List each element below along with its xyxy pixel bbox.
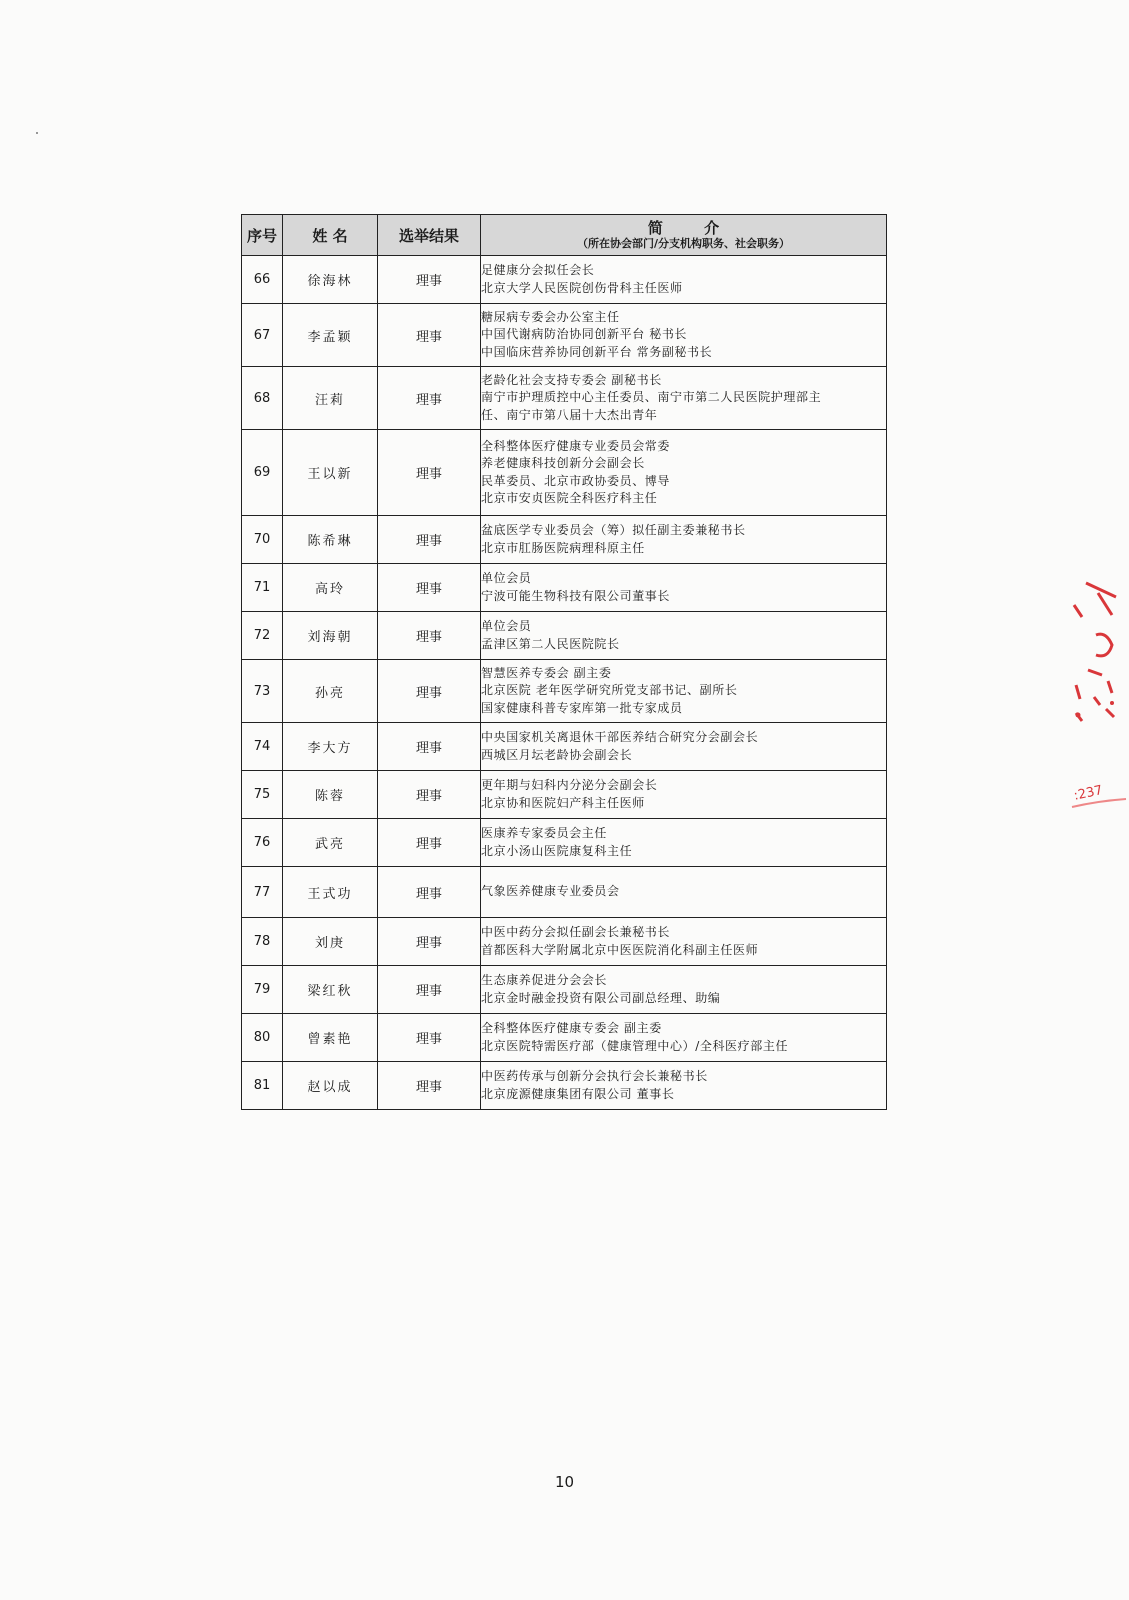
intro-line: 单位会员 — [481, 571, 532, 585]
intro-line: 盆底医学专业委员会（筹）拟任副主委兼秘书长 — [481, 523, 746, 537]
intro-line: 糖尿病专委会办公室主任 — [481, 309, 620, 324]
header-name: 姓 名 — [283, 215, 378, 256]
election-result: 理事 — [378, 771, 481, 819]
member-intro — [481, 966, 887, 1014]
intro-line: 中医中药分会拟任副会长兼秘书长 — [481, 925, 671, 939]
intro-line: 中国代谢病防治协同创新平台 秘书长 — [481, 327, 688, 342]
intro-line: 北京大学人民医院创伤骨科主任医师 — [481, 280, 683, 295]
member-intro — [481, 1062, 887, 1110]
row-number: 70 — [242, 516, 283, 564]
table-row — [242, 771, 887, 819]
council-member-table — [241, 214, 887, 1110]
row-number: 67 — [242, 304, 283, 367]
intro-line: 全科整体医疗健康专委会 副主委 — [481, 1021, 662, 1035]
header-intro-title: 简 介 — [647, 219, 738, 237]
intro-line: 中央国家机关离退休干部医养结合研究分会副会长 — [481, 730, 759, 744]
row-number: 75 — [242, 771, 283, 819]
scan-speck — [36, 132, 38, 134]
member-intro — [481, 304, 887, 367]
row-number: 68 — [242, 367, 283, 430]
header-intro-subtitle: （所在协会部门/分支机构职务、社会职务） — [576, 237, 791, 250]
member-name: 李孟颖 — [283, 304, 378, 367]
intro-line: 智慧医养专委会 副主委 — [481, 665, 612, 680]
election-result: 理事 — [378, 723, 481, 771]
row-number: 69 — [242, 430, 283, 516]
election-result: 理事 — [378, 819, 481, 867]
member-name: 赵以成 — [283, 1062, 378, 1110]
member-intro — [481, 723, 887, 771]
table-row — [242, 516, 887, 564]
election-result: 理事 — [378, 256, 481, 304]
header-number: 序号 — [242, 215, 283, 256]
table-header-row — [242, 215, 887, 256]
member-name: 刘庚 — [283, 918, 378, 966]
table-row — [242, 430, 887, 516]
table-row — [242, 723, 887, 771]
election-result: 理事 — [378, 867, 481, 918]
intro-line: 北京医院特需医疗部（健康管理中心）/全科医疗部主任 — [481, 1038, 789, 1053]
member-intro — [481, 430, 887, 516]
table-row — [242, 1014, 887, 1062]
member-intro — [481, 367, 887, 430]
intro-line: 中医药传承与创新分会执行会长兼秘书长 — [481, 1069, 708, 1083]
member-intro — [481, 867, 887, 918]
table-row — [242, 819, 887, 867]
row-number: 79 — [242, 966, 283, 1014]
election-result: 理事 — [378, 564, 481, 612]
intro-line: 北京医院 老年医学研究所党支部书记、副所长 — [481, 683, 738, 698]
intro-line: 足健康分会拟任会长 — [481, 263, 595, 277]
row-number: 72 — [242, 612, 283, 660]
member-name: 陈希琳 — [283, 516, 378, 564]
table-row — [242, 1062, 887, 1110]
row-number: 81 — [242, 1062, 283, 1110]
row-number: 74 — [242, 723, 283, 771]
header-result: 选举结果 — [378, 215, 481, 256]
intro-line: 单位会员 — [481, 619, 532, 633]
member-name: 高玲 — [283, 564, 378, 612]
intro-line: 养老健康科技创新分会副会长 — [481, 456, 645, 470]
row-number: 73 — [242, 660, 283, 723]
member-intro — [481, 771, 887, 819]
row-number: 80 — [242, 1014, 283, 1062]
election-result: 理事 — [378, 966, 481, 1014]
member-intro — [481, 564, 887, 612]
member-intro — [481, 256, 887, 304]
row-number: 78 — [242, 918, 283, 966]
header-intro — [481, 215, 887, 256]
member-intro — [481, 612, 887, 660]
intro-line: 国家健康科普专家库第一批专家成员 — [481, 700, 683, 715]
svg-text::237: :237 — [1072, 783, 1105, 804]
table-row — [242, 966, 887, 1014]
intro-line: 首都医科大学附属北京中医医院消化科副主任医师 — [481, 942, 759, 957]
election-result: 理事 — [378, 918, 481, 966]
member-name: 王以新 — [283, 430, 378, 516]
table-body — [242, 256, 887, 1110]
intro-line: 西城区月坛老龄协会副会长 — [481, 747, 633, 762]
election-result: 理事 — [378, 304, 481, 367]
row-number: 77 — [242, 867, 283, 918]
member-name: 汪莉 — [283, 367, 378, 430]
row-number: 71 — [242, 564, 283, 612]
intro-line: 医康养专家委员会主任 — [481, 826, 608, 840]
member-name: 梁红秋 — [283, 966, 378, 1014]
member-name: 李大方 — [283, 723, 378, 771]
election-result: 理事 — [378, 1014, 481, 1062]
intro-line: 北京协和医院妇产科主任医师 — [481, 795, 645, 810]
intro-line: 气象医养健康专业委员会 — [481, 884, 620, 899]
table-row — [242, 867, 887, 918]
intro-line: 任、南宁市第八届十大杰出青年 — [481, 407, 658, 422]
member-intro — [481, 918, 887, 966]
member-intro — [481, 516, 887, 564]
table-row — [242, 256, 887, 304]
member-name: 陈蓉 — [283, 771, 378, 819]
intro-line: 北京市安贞医院全科医疗科主任 — [481, 491, 658, 505]
member-name: 刘海朝 — [283, 612, 378, 660]
table-row — [242, 660, 887, 723]
election-result: 理事 — [378, 367, 481, 430]
table-row — [242, 304, 887, 367]
intro-line: 全科整体医疗健康专业委员会常委 — [481, 438, 671, 453]
official-seal-stamp — [1068, 575, 1129, 825]
table-row — [242, 612, 887, 660]
member-intro — [481, 819, 887, 867]
intro-line: 宁波可能生物科技有限公司董事长 — [481, 588, 671, 603]
election-result: 理事 — [378, 660, 481, 723]
intro-line: 老龄化社会支持专委会 副秘书长 — [481, 372, 662, 387]
row-number: 76 — [242, 819, 283, 867]
member-name: 王式功 — [283, 867, 378, 918]
table-row — [242, 564, 887, 612]
intro-line: 北京金时融金投资有限公司副总经理、助编 — [481, 990, 721, 1005]
election-result: 理事 — [378, 430, 481, 516]
member-intro — [481, 1014, 887, 1062]
row-number: 66 — [242, 256, 283, 304]
intro-line: 民革委员、北京市政协委员、博导 — [481, 473, 671, 488]
table-row — [242, 918, 887, 966]
intro-line: 北京市肛肠医院病理科原主任 — [481, 540, 645, 555]
page-number: 10 — [554, 1473, 575, 1491]
election-result: 理事 — [378, 516, 481, 564]
member-name: 武亮 — [283, 819, 378, 867]
member-name: 曾素艳 — [283, 1014, 378, 1062]
intro-line: 南宁市护理质控中心主任委员、南宁市第二人民医院护理部主 — [481, 390, 822, 405]
intro-line: 孟津区第二人民医院院长 — [481, 636, 620, 651]
intro-line: 更年期与妇科内分泌分会副会长 — [481, 778, 658, 792]
intro-line: 中国临床营养协同创新平台 常务副秘书长 — [481, 344, 713, 359]
table-row — [242, 367, 887, 430]
member-name: 徐海林 — [283, 256, 378, 304]
intro-line: 北京小汤山医院康复科主任 — [481, 843, 633, 858]
election-result: 理事 — [378, 1062, 481, 1110]
member-name: 孙亮 — [283, 660, 378, 723]
intro-line: 北京庞源健康集团有限公司 董事长 — [481, 1086, 675, 1101]
member-intro — [481, 660, 887, 723]
intro-line: 生态康养促进分会会长 — [481, 973, 608, 987]
election-result: 理事 — [378, 612, 481, 660]
